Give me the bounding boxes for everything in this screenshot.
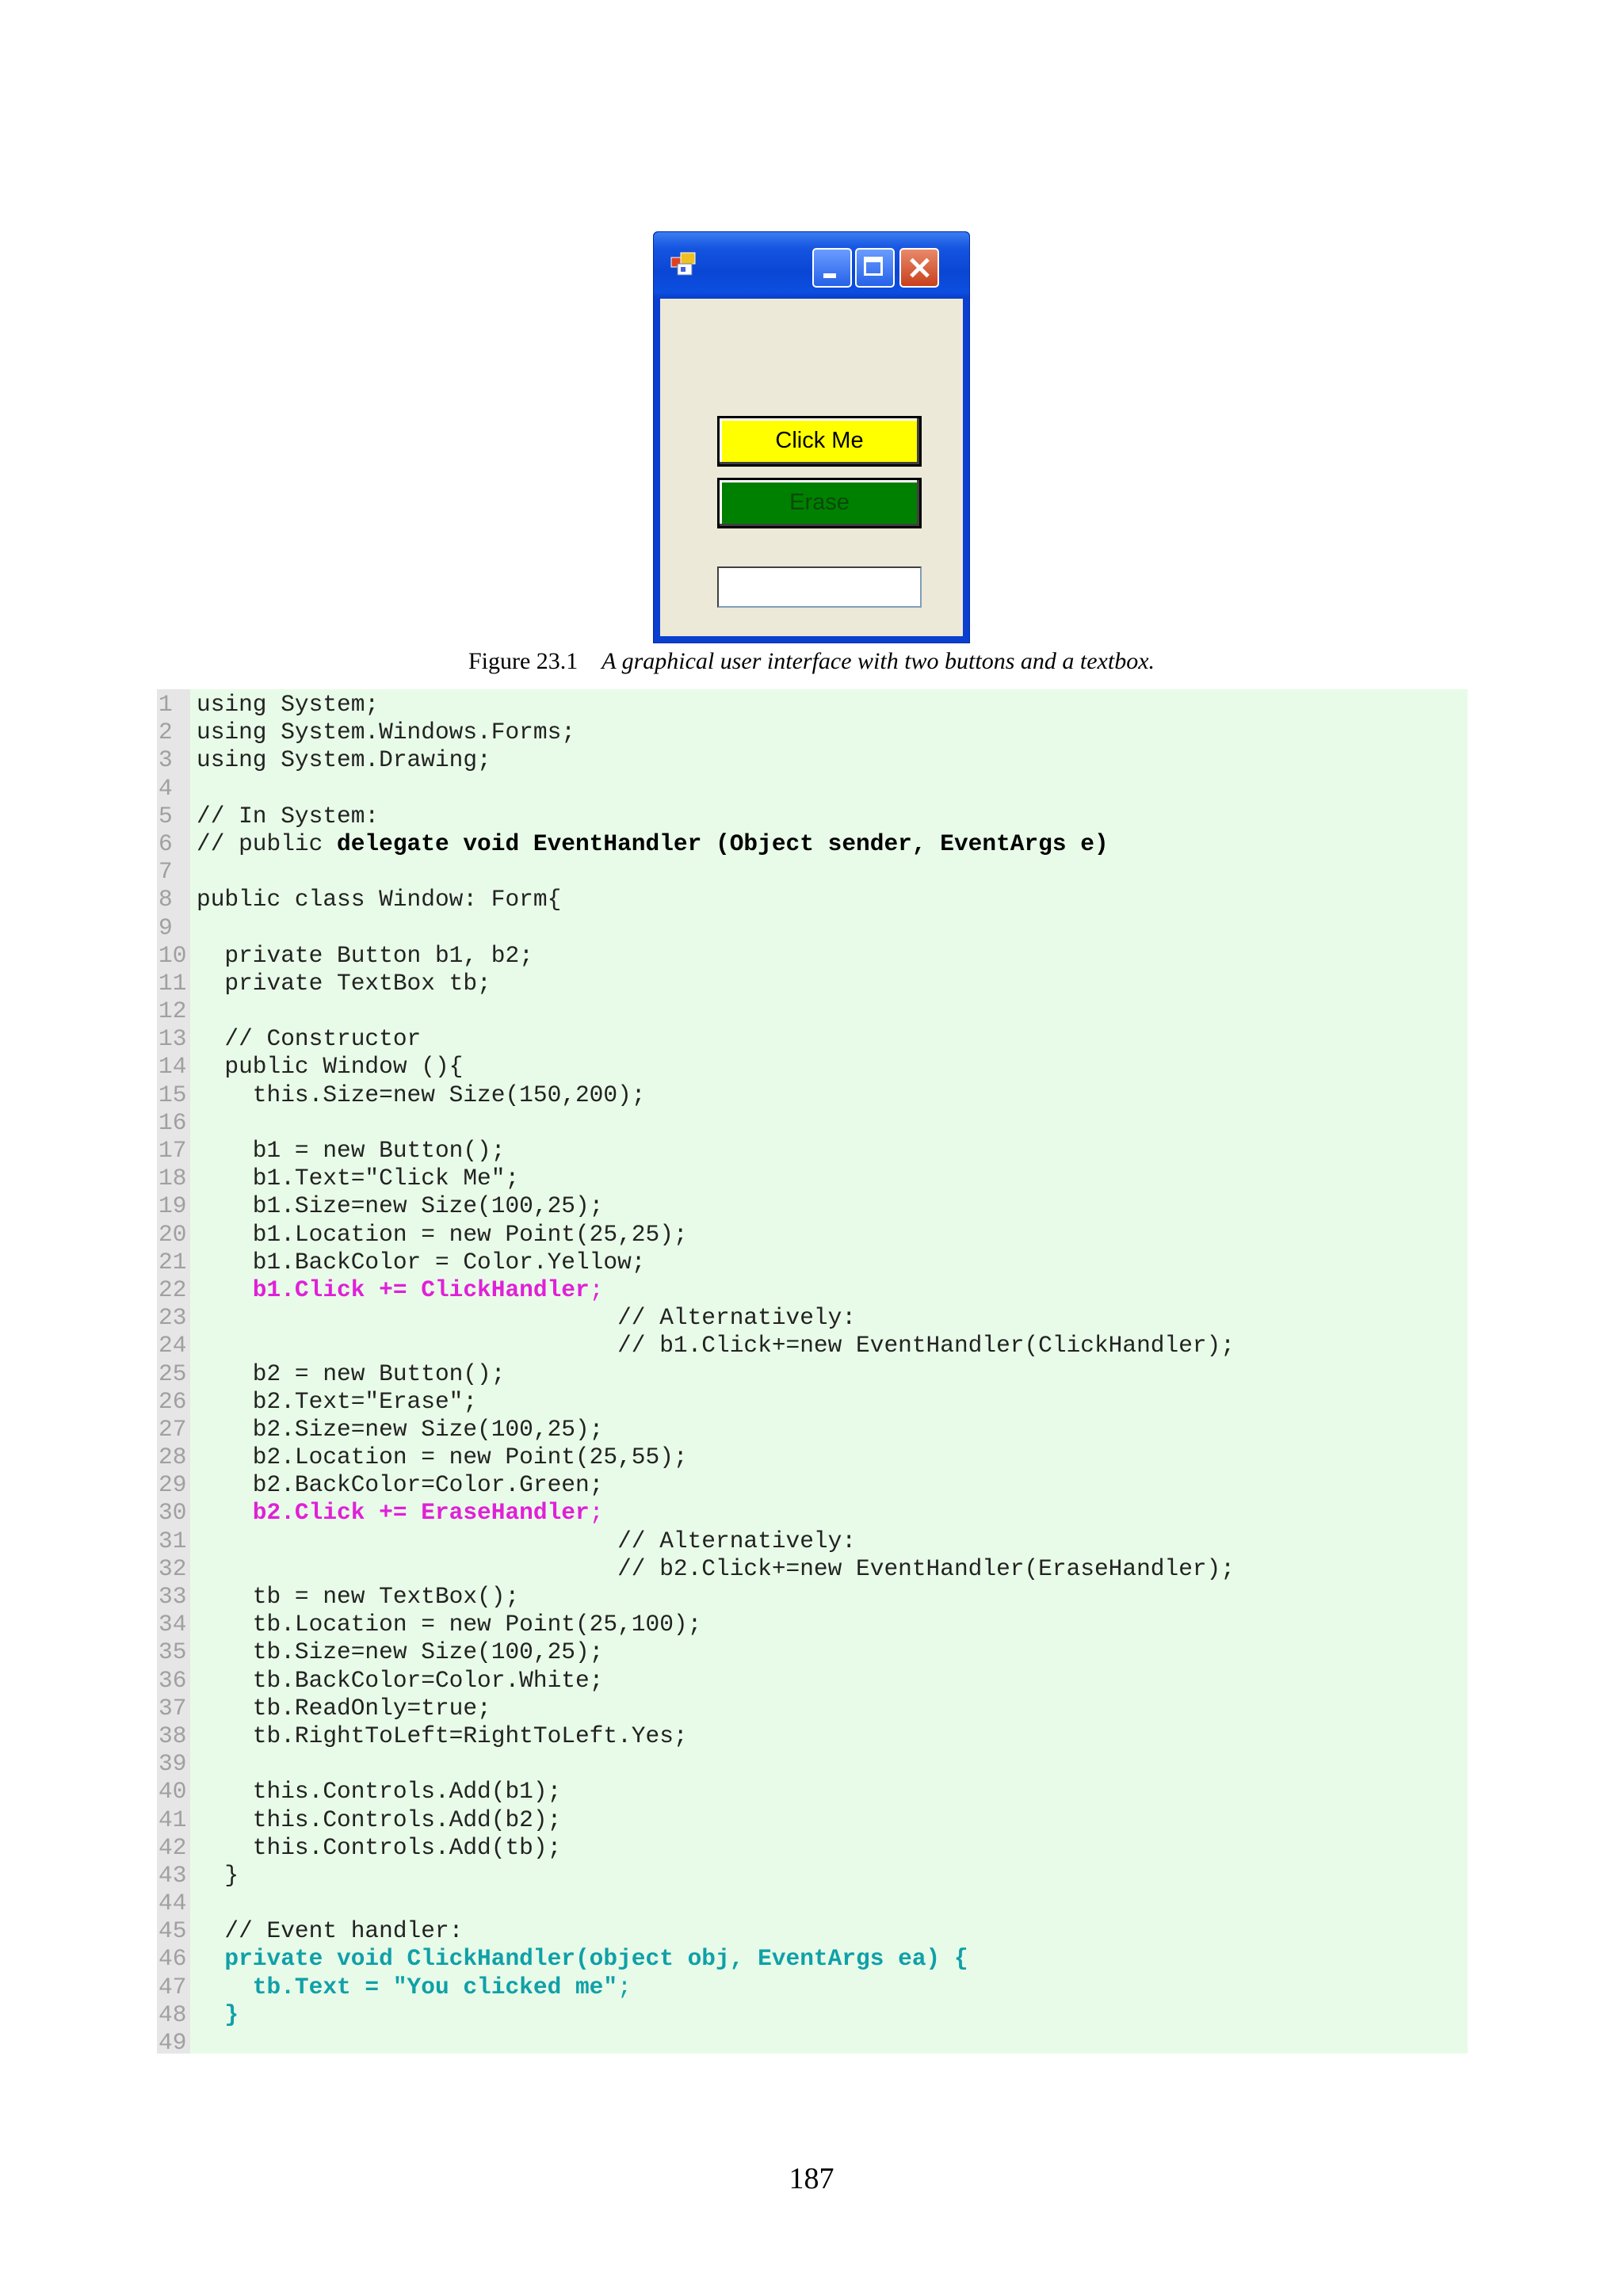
code-text — [197, 1444, 688, 1471]
line-number: 28 — [158, 1444, 187, 1471]
line-number: 44 — [158, 1890, 187, 1917]
figure-caption — [0, 648, 1623, 675]
code-line — [157, 997, 1468, 1025]
code-text — [197, 942, 533, 970]
code-segment: // In System: — [197, 802, 380, 830]
line-number: 4 — [158, 774, 173, 802]
line-number: 15 — [158, 1081, 187, 1108]
code-text — [197, 1834, 561, 1862]
code-line — [157, 942, 1468, 970]
line-number: 45 — [158, 1917, 187, 1945]
line-number: 35 — [158, 1638, 187, 1666]
code-text — [197, 1667, 603, 1695]
code-text — [197, 1695, 491, 1722]
line-number: 34 — [158, 1611, 187, 1638]
code-bold-segment: b1.Click += ClickHandler — [197, 1276, 590, 1303]
code-line — [157, 1165, 1468, 1192]
code-text — [197, 830, 1109, 858]
line-number: 13 — [158, 1025, 187, 1053]
line-number: 10 — [158, 941, 187, 969]
code-text — [197, 1778, 561, 1806]
code-line — [157, 1221, 1468, 1249]
code-segment: // Alternatively: — [197, 1304, 857, 1332]
code-segment: this.Controls.Add(b1); — [197, 1778, 562, 1806]
code-segment: b2.Location = new Point(25,55); — [197, 1444, 688, 1471]
line-number: 2 — [158, 719, 173, 746]
code-text — [197, 1974, 632, 2001]
code-segment: b2.Size=new Size(100,25); — [197, 1415, 604, 1443]
code-bold-segment: delegate void EventHandler (Object sender, EventArgs e) — [337, 830, 1109, 857]
line-number: 46 — [158, 1945, 187, 1973]
line-number: 9 — [158, 913, 173, 941]
code-text — [197, 1862, 239, 1890]
code-line — [157, 1249, 1468, 1276]
code-text — [197, 1945, 968, 1973]
code-text — [197, 1806, 561, 1834]
code-segment: tb.RightToLeft=RightToLeft.Yes; — [197, 1722, 688, 1749]
code-line — [157, 719, 1468, 746]
code-segment: ; — [589, 1499, 604, 1527]
code-segment: using System.Windows.Forms; — [197, 719, 575, 746]
line-number: 1 — [158, 691, 173, 718]
code-segment: b2.Text="Erase"; — [197, 1387, 478, 1415]
line-number: 26 — [158, 1387, 187, 1415]
figure-caption-number: Figure 23.1 — [468, 648, 579, 674]
code-segment: b1.Text="Click Me"; — [197, 1165, 520, 1192]
code-line — [157, 1081, 1468, 1109]
figure-caption-text: A graphical user interface with two buttons and a textbox. — [601, 648, 1155, 674]
line-number: 37 — [158, 1694, 187, 1722]
line-number: 24 — [158, 1332, 187, 1360]
click-me-button[interactable]: Click Me — [717, 416, 922, 467]
code-line — [157, 1471, 1468, 1499]
minimize-button[interactable] — [812, 248, 852, 288]
page-number: 187 — [789, 2162, 834, 2195]
line-number: 36 — [158, 1666, 187, 1694]
code-text — [197, 1081, 646, 1109]
line-number: 29 — [158, 1471, 187, 1499]
close-button[interactable] — [899, 248, 939, 288]
code-line — [157, 746, 1468, 774]
code-text — [197, 1025, 421, 1053]
code-text — [197, 719, 575, 746]
code-line — [157, 1638, 1468, 1666]
code-segment: b2.BackColor=Color.Green; — [197, 1471, 604, 1499]
code-line — [157, 1109, 1468, 1137]
code-text — [197, 1611, 701, 1638]
code-line — [157, 1527, 1468, 1555]
code-line — [157, 1722, 1468, 1750]
code-line — [157, 858, 1468, 886]
code-segment: ; — [589, 1276, 604, 1303]
line-number: 8 — [158, 886, 173, 913]
code-line — [157, 1611, 1468, 1638]
code-text — [197, 1304, 856, 1332]
code-text — [197, 1555, 1235, 1583]
code-text — [197, 1471, 603, 1499]
code-bold-segment: private void ClickHandler(object obj, EventArgs ea) { — [197, 1945, 968, 1973]
code-text — [197, 746, 491, 774]
code-text — [197, 1388, 477, 1416]
code-text — [197, 1360, 505, 1388]
code-segment: ; — [617, 1973, 632, 2000]
line-number: 31 — [158, 1527, 187, 1554]
code-line — [157, 1667, 1468, 1695]
code-line — [157, 775, 1468, 803]
line-number: 27 — [158, 1415, 187, 1443]
code-line — [157, 1750, 1468, 1778]
code-segment: this.Size=new Size(150,200); — [197, 1081, 646, 1108]
code-segment: // Alternatively: — [197, 1527, 857, 1554]
line-number: 11 — [158, 969, 187, 997]
code-line — [157, 1025, 1468, 1053]
code-line — [157, 1974, 1468, 2001]
code-line — [157, 1695, 1468, 1722]
line-number: 40 — [158, 1778, 187, 1806]
code-text — [197, 1416, 603, 1444]
code-line — [157, 1137, 1468, 1165]
line-number: 23 — [158, 1304, 187, 1332]
code-bold-segment: tb.Text = "You clicked me" — [197, 1973, 618, 2000]
line-number: 42 — [158, 1833, 187, 1861]
line-number: 25 — [158, 1360, 187, 1387]
code-segment: // public — [197, 830, 338, 857]
output-textbox[interactable] — [717, 566, 922, 608]
line-number: 21 — [158, 1248, 187, 1276]
code-segment: this.Controls.Add(b2); — [197, 1806, 562, 1833]
code-line — [157, 1499, 1468, 1527]
line-number: 6 — [158, 830, 173, 857]
code-text — [197, 1221, 688, 1249]
code-segment: public class Window: Form{ — [197, 886, 562, 913]
code-segment: b1.Location = new Point(25,25); — [197, 1220, 688, 1248]
code-text — [197, 803, 379, 830]
line-number: 49 — [158, 2029, 187, 2056]
code-text — [197, 1332, 1235, 1360]
line-number: 47 — [158, 1973, 187, 2000]
code-line — [157, 803, 1468, 830]
code-line — [157, 1053, 1468, 1081]
code-text — [197, 1499, 603, 1527]
code-segment: tb = new TextBox(); — [197, 1583, 520, 1610]
code-segment: tb.Location = new Point(25,100); — [197, 1611, 702, 1638]
line-number: 39 — [158, 1750, 187, 1778]
code-line — [157, 2001, 1468, 2029]
code-line — [157, 1806, 1468, 1834]
code-line — [157, 1945, 1468, 1973]
code-line — [157, 970, 1468, 997]
line-number: 19 — [158, 1192, 187, 1220]
code-line — [157, 1304, 1468, 1332]
code-text — [197, 970, 491, 997]
code-text — [197, 691, 379, 719]
code-segment: tb.Size=new Size(100,25); — [197, 1638, 604, 1666]
code-line — [157, 1444, 1468, 1471]
code-line — [157, 1192, 1468, 1220]
code-line — [157, 1583, 1468, 1611]
window-client-area — [660, 299, 963, 636]
code-listing — [157, 689, 1468, 2054]
erase-button[interactable]: Erase — [717, 478, 922, 528]
code-text — [197, 1137, 505, 1165]
code-text — [197, 1276, 603, 1304]
line-number: 17 — [158, 1137, 187, 1164]
code-bold-segment: b2.Click += EraseHandler — [197, 1499, 590, 1527]
code-line — [157, 691, 1468, 719]
code-text — [197, 1249, 646, 1276]
line-number: 18 — [158, 1165, 187, 1192]
line-number: 32 — [158, 1554, 187, 1582]
code-segment: } — [197, 1861, 239, 1889]
line-number: 43 — [158, 1861, 187, 1889]
code-line — [157, 886, 1468, 913]
line-number: 33 — [158, 1583, 187, 1610]
code-segment: // Event handler: — [197, 1917, 464, 1945]
code-line — [157, 1778, 1468, 1806]
code-line — [157, 1890, 1468, 1917]
code-segment: // b2.Click+=new EventHandler(EraseHandler); — [197, 1554, 1235, 1582]
maximize-button[interactable] — [855, 248, 895, 288]
code-segment: tb.BackColor=Color.White; — [197, 1666, 604, 1694]
line-number: 48 — [158, 2000, 187, 2028]
code-segment: using System.Drawing; — [197, 746, 491, 774]
code-segment: public Window (){ — [197, 1053, 464, 1081]
code-text — [197, 1722, 688, 1750]
code-segment: tb.ReadOnly=true; — [197, 1694, 491, 1722]
code-text — [197, 1192, 603, 1220]
line-number: 3 — [158, 746, 173, 774]
code-segment: // b1.Click+=new EventHandler(ClickHandler); — [197, 1332, 1235, 1360]
code-text — [197, 886, 561, 913]
code-text — [197, 1053, 463, 1081]
line-number: 30 — [158, 1499, 187, 1527]
code-segment: this.Controls.Add(tb); — [197, 1833, 562, 1861]
line-number: 14 — [158, 1053, 187, 1081]
line-number: 38 — [158, 1722, 187, 1749]
code-bold-segment: } — [197, 2000, 239, 2028]
code-text — [197, 1165, 519, 1192]
code-text — [197, 1527, 856, 1555]
code-text — [197, 2001, 239, 2029]
code-segment: // Constructor — [197, 1025, 422, 1053]
code-line — [157, 1360, 1468, 1388]
code-segment: b2 = new Button(); — [197, 1360, 506, 1387]
figure-window — [653, 231, 970, 643]
code-line — [157, 1862, 1468, 1890]
code-segment: b1.Size=new Size(100,25); — [197, 1192, 604, 1220]
code-text — [197, 1583, 519, 1611]
code-segment: private Button b1, b2; — [197, 941, 533, 969]
line-number: 20 — [158, 1220, 187, 1248]
line-number: 22 — [158, 1276, 187, 1303]
code-text — [197, 1917, 463, 1945]
code-segment: private TextBox tb; — [197, 969, 491, 997]
window-titlebar — [654, 232, 969, 299]
code-line — [157, 1276, 1468, 1304]
code-line — [157, 1416, 1468, 1444]
code-lines — [157, 691, 1468, 2057]
code-line — [157, 1917, 1468, 1945]
code-line — [157, 1834, 1468, 1862]
code-line — [157, 1555, 1468, 1583]
code-line — [157, 830, 1468, 858]
code-line — [157, 1332, 1468, 1360]
code-segment: b1 = new Button(); — [197, 1137, 506, 1164]
code-segment: using System; — [197, 691, 380, 718]
application-icon — [670, 251, 698, 278]
code-segment: b1.BackColor = Color.Yellow; — [197, 1248, 646, 1276]
code-line — [157, 914, 1468, 942]
line-number: 7 — [158, 858, 173, 886]
line-number: 12 — [158, 997, 187, 1025]
code-line — [157, 2029, 1468, 2057]
code-line — [157, 1388, 1468, 1416]
line-number: 16 — [158, 1108, 187, 1136]
code-text — [197, 1638, 603, 1666]
line-number: 5 — [158, 802, 173, 830]
line-number: 41 — [158, 1806, 187, 1833]
